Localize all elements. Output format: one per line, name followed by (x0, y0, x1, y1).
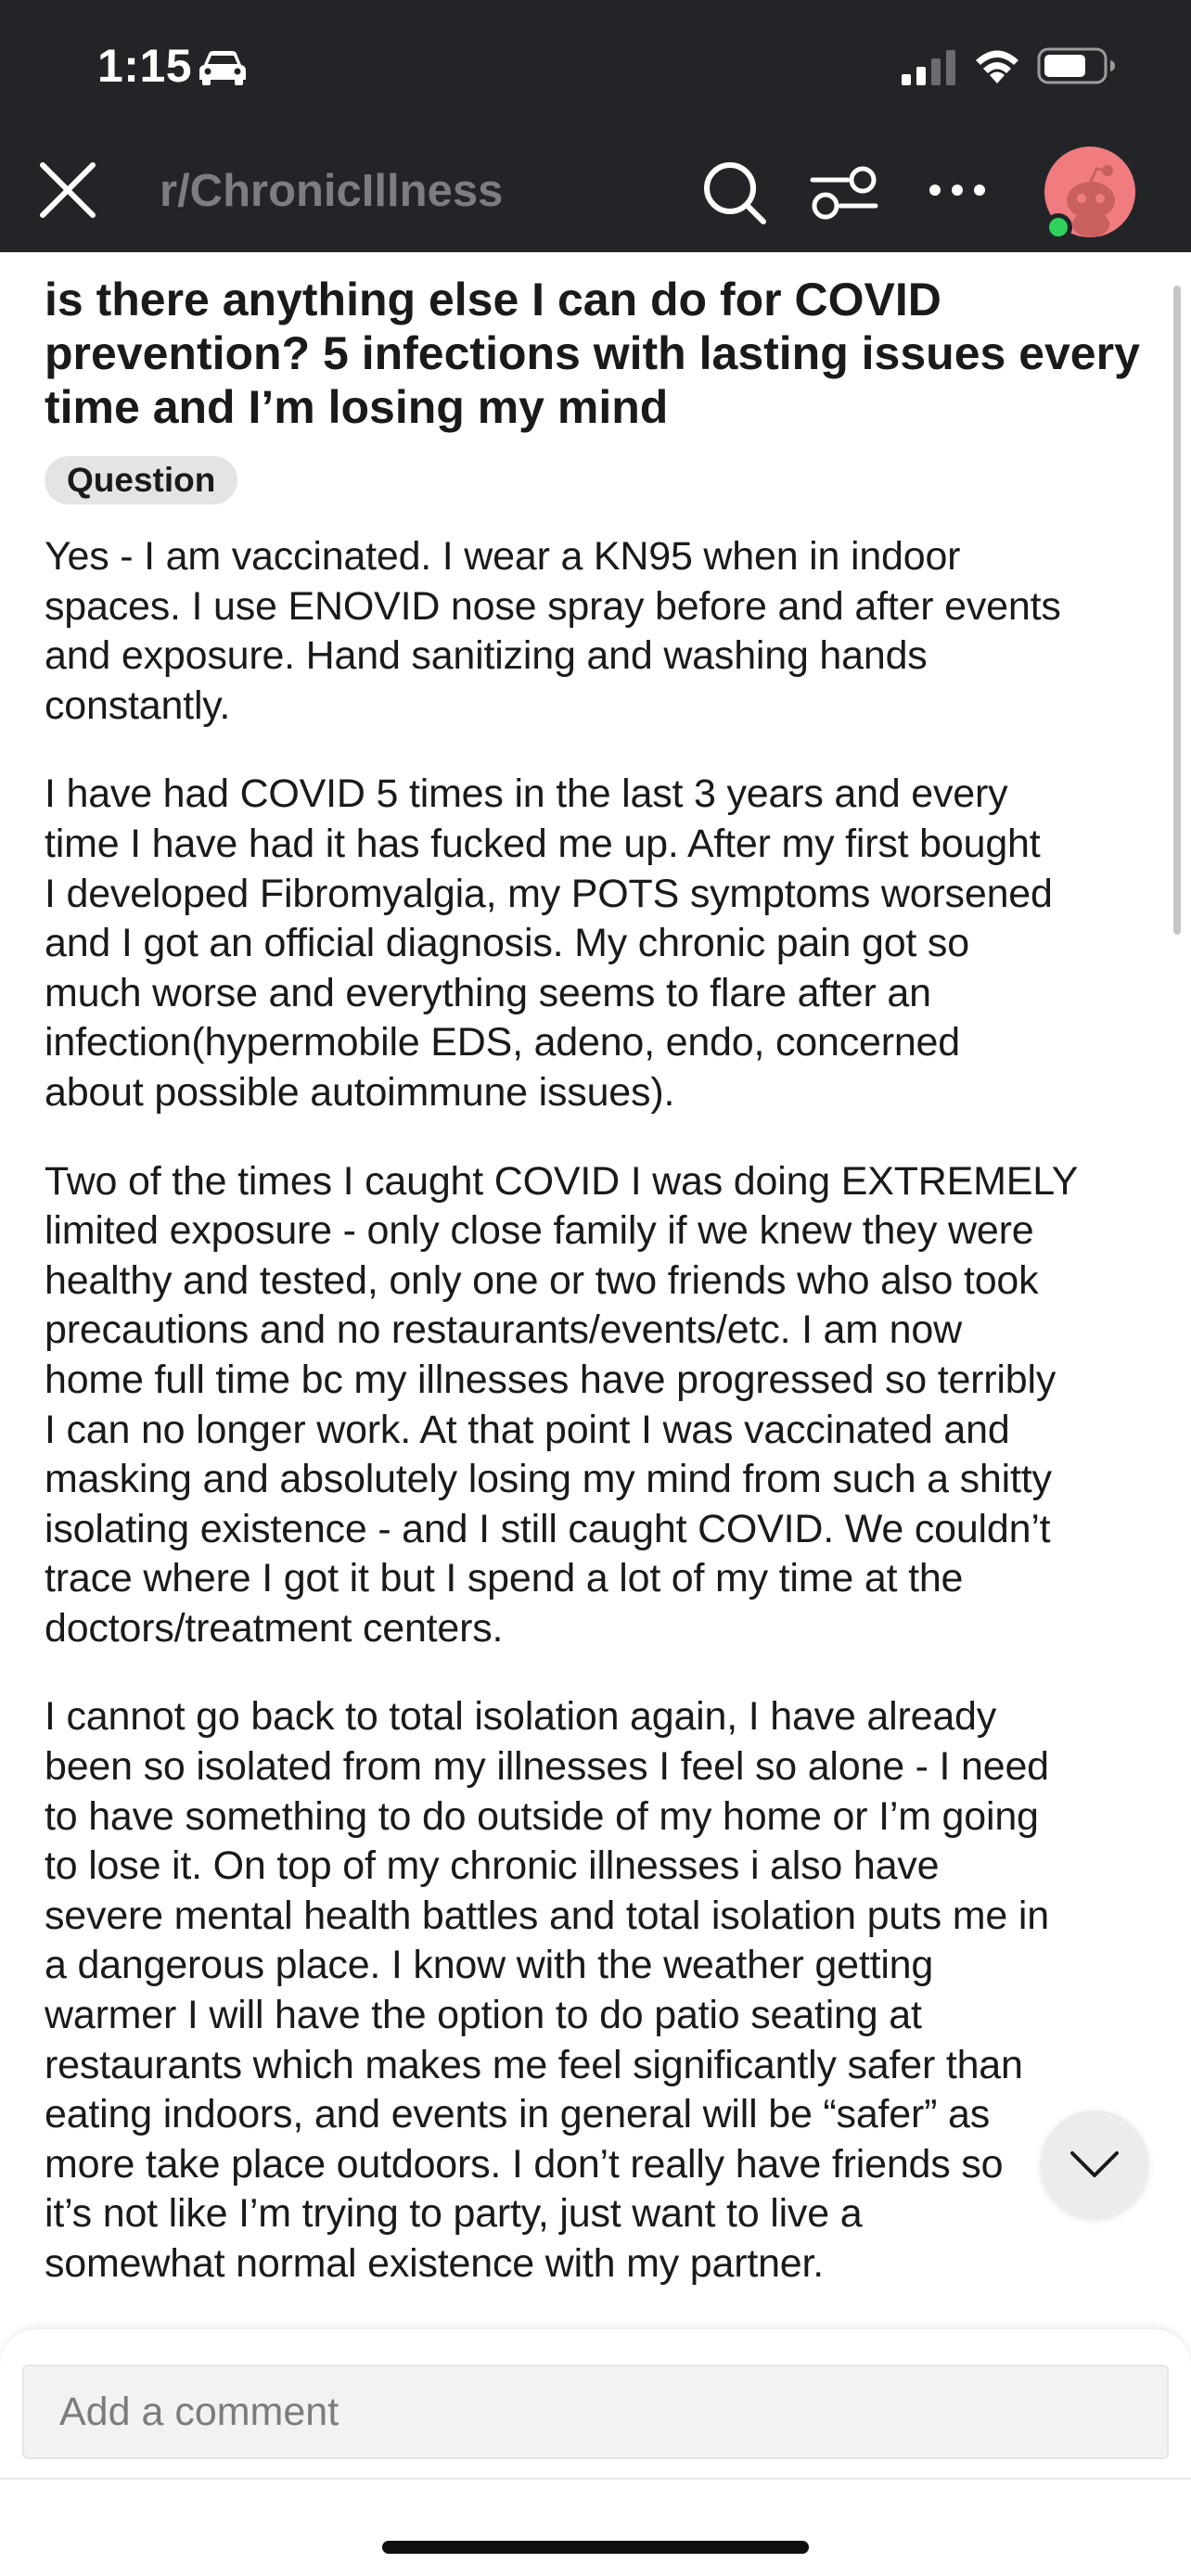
text-line: infection(hypermobile EDS, adeno, endo, concerned (45, 1020, 960, 1065)
wifi-icon (972, 45, 1022, 85)
text-line: I can no longer work. At that point I was vaccinated and (45, 1407, 1010, 1452)
post-title-line: prevention? 5 infections with lasting issues every (45, 327, 1140, 379)
text-line: much worse and everything seems to flare after an (45, 970, 931, 1015)
text-line: to lose it. On top of my chronic illnesses i also have (45, 1843, 940, 1889)
scroll-down-button[interactable] (1041, 2111, 1148, 2218)
post-title-line: time and I’m losing my mind (45, 381, 669, 433)
text-line: healthy and tested, only one or two friends who also took (45, 1257, 1039, 1303)
text-line: masking and absolutely losing my mind from such a shitty (45, 1457, 1052, 1502)
divider (0, 2478, 1191, 2480)
post-body (45, 532, 1158, 2328)
text-line: to have something to do outside of my home or I’m going (45, 1793, 1039, 1839)
text-line: doctors/treatment centers. (45, 1605, 504, 1651)
text-line: somewhat normal existence with my partner. (45, 2241, 825, 2286)
text-line: precautions and no restaurants/events/etc. I am now (45, 1307, 962, 1353)
text-line: constantly. (45, 682, 231, 728)
post-paragraph (45, 770, 1158, 1117)
text-line: and exposure. Hand sanitizing and washing hands (45, 633, 928, 679)
text-line: more take place outdoors. I don’t really have friends so (45, 2141, 1004, 2187)
post-paragraph (45, 532, 1158, 731)
top-nav-bar (0, 139, 1191, 252)
avatar[interactable] (1044, 147, 1135, 237)
close-icon[interactable] (37, 159, 98, 221)
post-paragraph (45, 1692, 1158, 2289)
comment-input[interactable] (22, 2365, 1169, 2459)
text-line: it’s not like I’m trying to party, just want to live a (45, 2191, 863, 2237)
text-line: I developed Fibromyalgia, my POTS symptoms worsened (45, 871, 1053, 916)
text-line: been so isolated from my illnesses I feel so alone - I need (45, 1744, 1049, 1790)
text-line: home full time bc my illnesses have progressed so terribly (45, 1357, 1057, 1402)
text-line: Two of the times I caught COVID I was doing EXTREMELY (45, 1158, 1079, 1204)
text-line: limited exposure - only close family if we knew they were (45, 1208, 1034, 1254)
text-line: trace where I got it but I spend a lot of my time at the (45, 1556, 964, 1601)
more-icon[interactable] (926, 176, 989, 204)
subreddit-title[interactable]: r/ChronicIllness (160, 166, 504, 216)
text-line: time I have had it has fucked me up. After my first bought (45, 821, 1041, 866)
post-content (0, 252, 1191, 2329)
signal-icon (902, 48, 957, 85)
online-status-dot (1044, 213, 1072, 241)
home-indicator[interactable] (382, 2541, 809, 2554)
text-line: about possible autoimmune issues). (45, 1069, 675, 1115)
filter-icon[interactable] (809, 163, 879, 223)
post-title-line: is there anything else I can do for COVID (45, 274, 941, 325)
status-bar (0, 0, 1191, 139)
text-line: I cannot go back to total isolation again, I have already (45, 1694, 997, 1740)
text-line: eating indoors, and events in general will be “safer” as (45, 2092, 990, 2137)
text-line: restaurants which makes me feel significantly safer than (45, 2042, 1023, 2087)
text-line: isolating existence - and I still caught COVID. We couldn’t (45, 1506, 1051, 1551)
comment-panel (0, 2329, 1191, 2576)
status-time: 1:15 (97, 40, 193, 92)
chevron-down-icon (1067, 2142, 1122, 2187)
text-line: a dangerous place. I know with the weather getting (45, 1943, 934, 1988)
post-paragraph (45, 1157, 1158, 1654)
car-icon (197, 48, 249, 87)
text-line: warmer I will have the option to do patio seating at (45, 1993, 922, 2038)
post-title (45, 273, 1148, 434)
text-line: severe mental health battles and total isolation puts me in (45, 1893, 1049, 1938)
battery-icon (1037, 46, 1117, 85)
search-icon[interactable] (701, 159, 768, 226)
text-line: and I got an official diagnosis. My chronic pain got so (45, 921, 969, 966)
text-line: spaces. I use ENOVID nose spray before and after events (45, 583, 1061, 629)
post-flair[interactable]: Question (45, 456, 237, 504)
text-line: I have had COVID 5 times in the last 3 years and every (45, 772, 1008, 817)
text-line: Yes - I am vaccinated. I wear a KN95 when in indoor (45, 534, 961, 579)
scrollbar[interactable] (1173, 286, 1181, 935)
